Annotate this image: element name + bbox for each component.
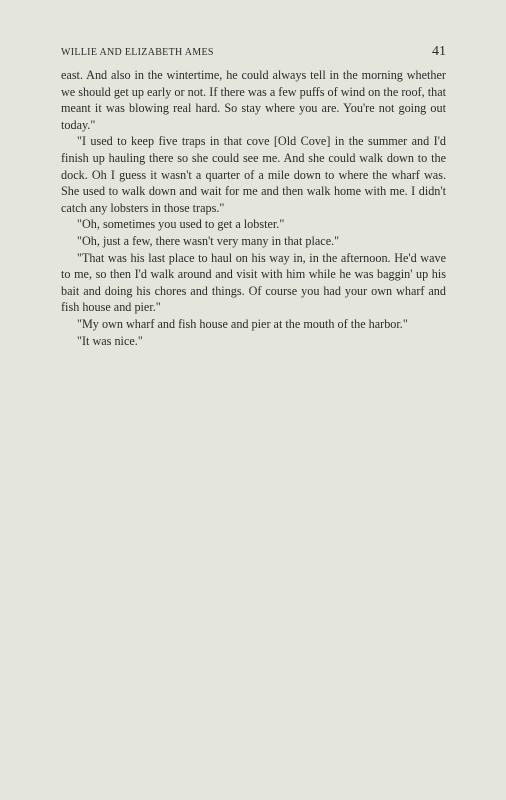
- paragraph: "My own wharf and fish house and pier at the mouth of the harbor.": [77, 316, 408, 331]
- paragraph: "That was his last place to haul on his way in, in the afternoon. He'd wave to me, so then I'd walk around and visit with him while he was baggin' up his bait and doing his chores and things. Of course you had your own wharf and fish house and pier.": [61, 250, 446, 315]
- paragraph: "Oh, just a few, there wasn't very many in that place.": [77, 233, 340, 248]
- running-head: [61, 46, 446, 62]
- body-text: [61, 67, 446, 349]
- paragraph: "I used to keep five traps in that cove [Old Cove] in the summer and I'd finish up hauling there so she could see me. And she could walk down to the dock. Oh I guess it wasn't a quarter of a mile down to where the wharf was. She used to walk down and wait for me and then walk home with me. I didn't catch any lobsters in those traps.": [61, 134, 446, 215]
- page-number: 41: [432, 44, 446, 59]
- running-head-title: WILLIE AND ELIZABETH AMES: [61, 47, 214, 58]
- paragraph: "It was nice.": [77, 333, 143, 348]
- paragraph: east. And also in the wintertime, he could always tell in the morning whether we should get up early or not. If there was a few puffs of wind on the roof, that meant it was blowing real hard. So stay where you are. You're not going out today.": [61, 68, 446, 132]
- paragraph: "Oh, sometimes you used to get a lobster.": [77, 217, 285, 232]
